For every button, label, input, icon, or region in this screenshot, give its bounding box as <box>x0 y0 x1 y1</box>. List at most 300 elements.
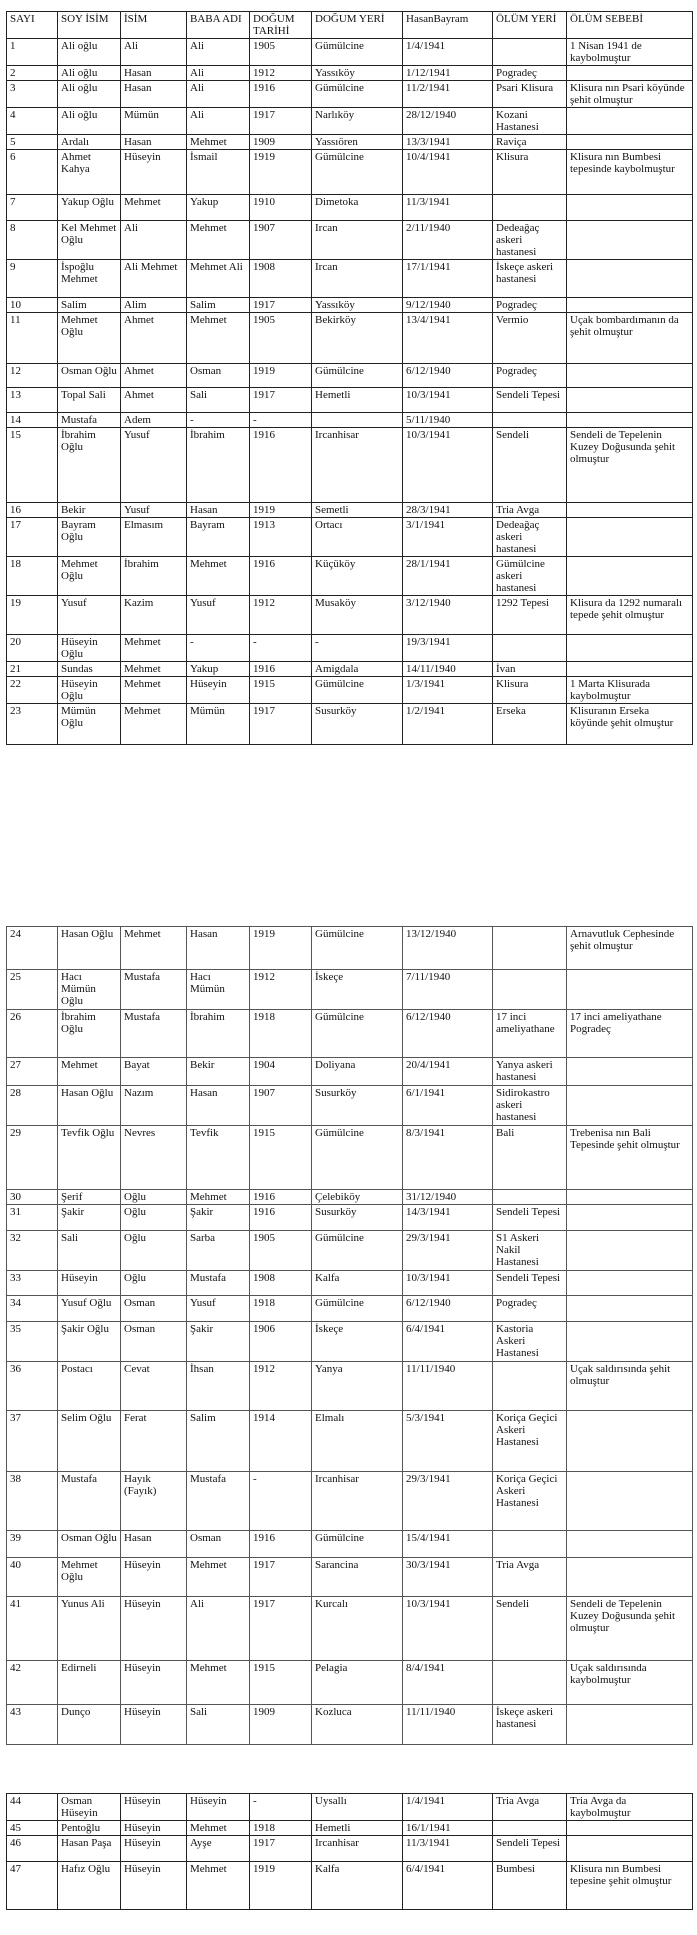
cell-birth-date: 1919 <box>250 927 312 970</box>
cell-birth-date: 1916 <box>250 1205 312 1231</box>
cell-cause: Uçak bombardımanın da şehit olmuştur <box>567 313 693 364</box>
cell-death-place: Dedeağaç askeri hastanesi <box>493 221 567 260</box>
cell-father: Ali <box>187 39 250 66</box>
cell-death-place: Sidirokastro askeri hastanesi <box>493 1086 567 1126</box>
cell-cause <box>567 364 693 388</box>
cell-death-place <box>493 1821 567 1836</box>
cell-father: İbrahim <box>187 1010 250 1058</box>
table-row <box>7 1862 693 1910</box>
cell-death-place: Sendeli Tepesi <box>493 1836 567 1862</box>
cell-cause <box>567 1836 693 1862</box>
cell-cause: Klisuranın Erseka köyünde şehit olmuştur <box>567 704 693 745</box>
table-row <box>7 596 693 635</box>
cell-death-date: 3/1/1941 <box>403 518 493 557</box>
cell-no: 40 <box>7 1558 58 1597</box>
cell-birth-place: Gümülcine <box>312 1531 403 1558</box>
cell-name: Osman <box>121 1296 187 1322</box>
cell-death-date: 6/4/1941 <box>403 1862 493 1910</box>
cell-surname: Edirneli <box>58 1661 121 1705</box>
cell-death-place: Sendeli Tepesi <box>493 1271 567 1296</box>
cell-birth-date: 1916 <box>250 662 312 677</box>
cell-cause <box>567 135 693 150</box>
cell-birth-place: Susurköy <box>312 704 403 745</box>
cell-birth-place: Gümülcine <box>312 1296 403 1322</box>
cell-cause <box>567 1205 693 1231</box>
cell-birth-date: 1917 <box>250 704 312 745</box>
table-row <box>7 1296 693 1322</box>
cell-surname: İspoğlu Mehmet <box>58 260 121 298</box>
cell-father: Tevfik <box>187 1126 250 1190</box>
cell-death-date: 11/11/1940 <box>403 1362 493 1411</box>
cell-cause <box>567 221 693 260</box>
cell-cause <box>567 66 693 81</box>
cell-death-date: 6/12/1940 <box>403 1010 493 1058</box>
cell-no: 23 <box>7 704 58 745</box>
cell-birth-date: 1918 <box>250 1296 312 1322</box>
cell-birth-date: 1905 <box>250 39 312 66</box>
cell-death-date: 11/11/1940 <box>403 1705 493 1745</box>
cell-father: Bekir <box>187 1058 250 1086</box>
cell-surname: Mehmet <box>58 1058 121 1086</box>
cell-father: Bayram <box>187 518 250 557</box>
table-body <box>7 1794 693 1910</box>
cell-death-date: 16/1/1941 <box>403 1821 493 1836</box>
cell-name: Mehmet <box>121 635 187 662</box>
cell-death-place: Psari Klisura <box>493 81 567 108</box>
cell-name: Mümün <box>121 108 187 135</box>
cell-death-place <box>493 1531 567 1558</box>
cell-surname: Mustafa <box>58 413 121 428</box>
cell-death-place <box>493 39 567 66</box>
cell-name: İbrahim <box>121 557 187 596</box>
cell-death-place: Sendeli Tepesi <box>493 388 567 413</box>
cell-no: 41 <box>7 1597 58 1661</box>
cell-birth-date: 1905 <box>250 1231 312 1271</box>
cell-father: Hasan <box>187 927 250 970</box>
table-row <box>7 1821 693 1836</box>
cell-cause <box>567 195 693 221</box>
casualty-table-part-3 <box>6 1793 693 1910</box>
cell-surname: Yunus Ali <box>58 1597 121 1661</box>
cell-surname: Hasan Oğlu <box>58 927 121 970</box>
cell-surname: Mustafa <box>58 1472 121 1531</box>
cell-name: Nevres <box>121 1126 187 1190</box>
cell-death-place: Pogradeç <box>493 364 567 388</box>
table-row <box>7 1126 693 1190</box>
cell-surname: Hüseyin Oğlu <box>58 677 121 704</box>
table-row <box>7 1086 693 1126</box>
cell-birth-place: Gümülcine <box>312 927 403 970</box>
cell-death-place: Kastoria Askeri Hastanesi <box>493 1322 567 1362</box>
cell-death-date: 1/2/1941 <box>403 704 493 745</box>
cell-death-place: Pogradeç <box>493 298 567 313</box>
cell-father: Mustafa <box>187 1271 250 1296</box>
cell-death-place <box>493 1661 567 1705</box>
cell-surname: Topal Sali <box>58 388 121 413</box>
cell-surname: Mehmet Oğlu <box>58 313 121 364</box>
cell-father: Mustafa <box>187 1472 250 1531</box>
cell-birth-date: 1912 <box>250 1362 312 1411</box>
cell-birth-place: Pelagia <box>312 1661 403 1705</box>
cell-birth-date: 1917 <box>250 298 312 313</box>
cell-no: 25 <box>7 970 58 1010</box>
cell-no: 37 <box>7 1411 58 1472</box>
cell-birth-place: Ircan <box>312 221 403 260</box>
cell-death-place <box>493 635 567 662</box>
cell-death-date: 30/3/1941 <box>403 1558 493 1597</box>
cell-name: Ferat <box>121 1411 187 1472</box>
cell-birth-place: Ircanhisar <box>312 1836 403 1862</box>
table-body <box>7 927 693 1745</box>
cell-death-place: Kozani Hastanesi <box>493 108 567 135</box>
cell-birth-place: Kalfa <box>312 1862 403 1910</box>
cell-name: Hüseyin <box>121 1705 187 1745</box>
cell-birth-place: Kalfa <box>312 1271 403 1296</box>
cell-birth-place: Ircanhisar <box>312 1472 403 1531</box>
cell-name: Cevat <box>121 1362 187 1411</box>
cell-death-date: 6/1/1941 <box>403 1086 493 1126</box>
cell-birth-date: 1918 <box>250 1821 312 1836</box>
cell-name: Oğlu <box>121 1190 187 1205</box>
cell-birth-date: - <box>250 413 312 428</box>
cell-name: Mehmet <box>121 704 187 745</box>
cell-birth-place: Uysallı <box>312 1794 403 1821</box>
cell-birth-date: 1917 <box>250 1597 312 1661</box>
cell-cause <box>567 503 693 518</box>
cell-death-date: 6/12/1940 <box>403 364 493 388</box>
cell-name: Kazim <box>121 596 187 635</box>
cell-death-date: 10/3/1941 <box>403 1597 493 1661</box>
cell-name: Adem <box>121 413 187 428</box>
cell-father: Mehmet <box>187 1862 250 1910</box>
cell-death-place: Klisura <box>493 677 567 704</box>
cell-death-place: Koriça Geçici Askeri Hastanesi <box>493 1411 567 1472</box>
cell-birth-place: Gümülcine <box>312 1126 403 1190</box>
cell-birth-date: - <box>250 1472 312 1531</box>
cell-death-date: 2/11/1940 <box>403 221 493 260</box>
cell-birth-date: 1907 <box>250 1086 312 1126</box>
cell-birth-place: Çelebiköy <box>312 1190 403 1205</box>
cell-death-place: Pogradeç <box>493 1296 567 1322</box>
cell-birth-date: 1916 <box>250 557 312 596</box>
cell-father: Yusuf <box>187 1296 250 1322</box>
cell-father: Mehmet <box>187 1661 250 1705</box>
cell-birth-date: 1909 <box>250 135 312 150</box>
cell-death-date: 8/4/1941 <box>403 1661 493 1705</box>
cell-death-date: 19/3/1941 <box>403 635 493 662</box>
cell-birth-place: Kozluca <box>312 1705 403 1745</box>
cell-father: Mehmet <box>187 1821 250 1836</box>
table-row <box>7 1597 693 1661</box>
cell-birth-place: Yassıköy <box>312 298 403 313</box>
cell-birth-date: 1919 <box>250 364 312 388</box>
cell-father: - <box>187 635 250 662</box>
cell-death-date: 10/3/1941 <box>403 1271 493 1296</box>
cell-death-date: 5/11/1940 <box>403 413 493 428</box>
cell-name: Hüseyin <box>121 1661 187 1705</box>
cell-no: 29 <box>7 1126 58 1190</box>
cell-birth-place: Susurköy <box>312 1205 403 1231</box>
cell-no: 18 <box>7 557 58 596</box>
cell-death-place: İskeçe askeri hastanesi <box>493 260 567 298</box>
cell-birth-place: Sarancina <box>312 1558 403 1597</box>
cell-birth-place: Gümülcine <box>312 81 403 108</box>
cell-no: 38 <box>7 1472 58 1531</box>
cell-cause <box>567 518 693 557</box>
cell-father: Ali <box>187 108 250 135</box>
cell-birth-date: 1917 <box>250 388 312 413</box>
cell-name: Mehmet <box>121 927 187 970</box>
cell-father: Mehmet Ali <box>187 260 250 298</box>
cell-death-date: 1/4/1941 <box>403 39 493 66</box>
cell-name: Ali Mehmet <box>121 260 187 298</box>
cell-birth-place: İskeçe <box>312 1322 403 1362</box>
cell-birth-place: Gümülcine <box>312 39 403 66</box>
cell-birth-date: 1906 <box>250 1322 312 1362</box>
cell-death-date: 14/3/1941 <box>403 1205 493 1231</box>
cell-cause <box>567 1411 693 1472</box>
cell-surname: Şerif <box>58 1190 121 1205</box>
cell-birth-date: - <box>250 1794 312 1821</box>
cell-surname: Ardalı <box>58 135 121 150</box>
cell-birth-place: Bekirköy <box>312 313 403 364</box>
table-row <box>7 39 693 66</box>
cell-surname: İbrahim Oğlu <box>58 428 121 503</box>
header-cell-death-place: ÖLÜM YERİ <box>493 12 567 39</box>
header-cell-birth-date: DOĞUM TARİHİ <box>250 12 312 39</box>
cell-birth-place: Küçüköy <box>312 557 403 596</box>
table-row <box>7 1472 693 1531</box>
table-row <box>7 108 693 135</box>
table-row <box>7 704 693 745</box>
cell-death-date: 11/2/1941 <box>403 81 493 108</box>
cell-birth-date: 1912 <box>250 596 312 635</box>
cell-name: Alim <box>121 298 187 313</box>
cell-death-date: 11/3/1941 <box>403 195 493 221</box>
cell-cause <box>567 1086 693 1126</box>
cell-birth-place: Kurcalı <box>312 1597 403 1661</box>
cell-name: Mehmet <box>121 195 187 221</box>
cell-surname: Şakir Oğlu <box>58 1322 121 1362</box>
cell-death-date: 8/3/1941 <box>403 1126 493 1190</box>
cell-birth-date: 1915 <box>250 1661 312 1705</box>
cell-cause <box>567 1322 693 1362</box>
cell-surname: Sundas <box>58 662 121 677</box>
header-cell-cause: ÖLÜM SEBEBİ <box>567 12 693 39</box>
cell-no: 7 <box>7 195 58 221</box>
cell-father: Sali <box>187 388 250 413</box>
cell-cause <box>567 298 693 313</box>
table-row <box>7 1322 693 1362</box>
cell-no: 42 <box>7 1661 58 1705</box>
cell-name: Ali <box>121 39 187 66</box>
cell-cause <box>567 1231 693 1271</box>
cell-father: Yusuf <box>187 596 250 635</box>
cell-birth-date: 1918 <box>250 1010 312 1058</box>
cell-no: 3 <box>7 81 58 108</box>
table-row <box>7 135 693 150</box>
cell-death-date: 14/11/1940 <box>403 662 493 677</box>
cell-father: - <box>187 413 250 428</box>
table-row <box>7 1362 693 1411</box>
cell-death-place: Sendeli Tepesi <box>493 1205 567 1231</box>
table-row <box>7 195 693 221</box>
cell-surname: Hasan Oğlu <box>58 1086 121 1126</box>
cell-death-date: 5/3/1941 <box>403 1411 493 1472</box>
cell-name: Hüseyin <box>121 150 187 195</box>
cell-birth-place: - <box>312 635 403 662</box>
cell-name: Hasan <box>121 135 187 150</box>
cell-birth-date: 1919 <box>250 150 312 195</box>
table-row <box>7 81 693 108</box>
table-row <box>7 1531 693 1558</box>
cell-birth-place: Ortacı <box>312 518 403 557</box>
table-row <box>7 1190 693 1205</box>
cell-death-date: 28/3/1941 <box>403 503 493 518</box>
table-body <box>7 39 693 745</box>
cell-name: Hasan <box>121 66 187 81</box>
cell-death-place: Klisura <box>493 150 567 195</box>
cell-surname: Sali <box>58 1231 121 1271</box>
cell-birth-place: İskeçe <box>312 970 403 1010</box>
cell-name: Ahmet <box>121 313 187 364</box>
cell-father: Ali <box>187 81 250 108</box>
table-row <box>7 428 693 503</box>
cell-name: Nazım <box>121 1086 187 1126</box>
cell-cause <box>567 970 693 1010</box>
cell-cause <box>567 1472 693 1531</box>
table-row <box>7 298 693 313</box>
cell-birth-place: Gümülcine <box>312 1010 403 1058</box>
cell-death-date: 31/12/1940 <box>403 1190 493 1205</box>
cell-no: 21 <box>7 662 58 677</box>
table-row <box>7 662 693 677</box>
cell-birth-date: 1908 <box>250 260 312 298</box>
cell-death-place: Koriça Geçici Askeri Hastanesi <box>493 1472 567 1531</box>
cell-death-date: 13/3/1941 <box>403 135 493 150</box>
cell-cause: Klisura nın Bumbesi tepesine şehit olmuştur <box>567 1862 693 1910</box>
cell-birth-place: Hemetli <box>312 388 403 413</box>
cell-cause <box>567 260 693 298</box>
cell-father: Şakir <box>187 1205 250 1231</box>
cell-birth-date: 1919 <box>250 503 312 518</box>
cell-surname: Hüseyin <box>58 1271 121 1296</box>
cell-birth-date: 1912 <box>250 66 312 81</box>
cell-birth-place: Amigdala <box>312 662 403 677</box>
cell-death-place: Pogradeç <box>493 66 567 81</box>
cell-father: Salim <box>187 1411 250 1472</box>
cell-father: Ayşe <box>187 1836 250 1862</box>
cell-cause: Klisura da 1292 numaralı tepede şehit olmuştur <box>567 596 693 635</box>
cell-death-date: 28/12/1940 <box>403 108 493 135</box>
cell-death-date: 7/11/1940 <box>403 970 493 1010</box>
cell-death-place: Bumbesi <box>493 1862 567 1910</box>
table-row <box>7 503 693 518</box>
cell-father: Yakup <box>187 195 250 221</box>
cell-no: 32 <box>7 1231 58 1271</box>
cell-death-place: 17 inci ameliyathane <box>493 1010 567 1058</box>
header-cell-surname: SOY İSİM <box>58 12 121 39</box>
cell-birth-date: 1915 <box>250 677 312 704</box>
cell-cause <box>567 662 693 677</box>
cell-surname: Ali oğlu <box>58 66 121 81</box>
cell-cause: Sendeli de Tepelenin Kuzey Doğusunda şehit olmuştur <box>567 428 693 503</box>
cell-no: 28 <box>7 1086 58 1126</box>
cell-death-place: Yanya askeri hastanesi <box>493 1058 567 1086</box>
cell-no: 36 <box>7 1362 58 1411</box>
cell-father: İsmail <box>187 150 250 195</box>
cell-birth-date: 1909 <box>250 1705 312 1745</box>
cell-death-place: 1292 Tepesi <box>493 596 567 635</box>
cell-birth-date: 1916 <box>250 81 312 108</box>
cell-no: 10 <box>7 298 58 313</box>
cell-death-place: Tria Avga <box>493 1558 567 1597</box>
cell-birth-place <box>312 413 403 428</box>
cell-name: Ahmet <box>121 388 187 413</box>
cell-cause <box>567 635 693 662</box>
cell-death-place: İvan <box>493 662 567 677</box>
cell-death-place: Tria Avga <box>493 1794 567 1821</box>
cell-birth-date: 1905 <box>250 313 312 364</box>
cell-name: Hüseyin <box>121 1597 187 1661</box>
cell-birth-place: Musaköy <box>312 596 403 635</box>
cell-name: Hasan <box>121 81 187 108</box>
cell-name: Hüseyin <box>121 1862 187 1910</box>
cell-death-date: 3/12/1940 <box>403 596 493 635</box>
cell-death-place <box>493 1190 567 1205</box>
cell-birth-date: 1917 <box>250 1836 312 1862</box>
cell-cause <box>567 108 693 135</box>
cell-surname: Pentoğlu <box>58 1821 121 1836</box>
cell-surname: Ali oğlu <box>58 81 121 108</box>
cell-birth-place: Doliyana <box>312 1058 403 1086</box>
cell-surname: Mehmet Oğlu <box>58 1558 121 1597</box>
cell-father: Hüseyin <box>187 677 250 704</box>
cell-no: 11 <box>7 313 58 364</box>
cell-father: Şakir <box>187 1322 250 1362</box>
cell-surname: Hasan Paşa <box>58 1836 121 1862</box>
cell-birth-place: Gümülcine <box>312 1231 403 1271</box>
cell-cause <box>567 557 693 596</box>
cell-death-date: 6/12/1940 <box>403 1296 493 1322</box>
cell-cause: 1 Nisan 1941 de kaybolmuştur <box>567 39 693 66</box>
cell-death-place: İskeçe askeri hastanesi <box>493 1705 567 1745</box>
cell-name: Hüseyin <box>121 1558 187 1597</box>
cell-surname: Postacı <box>58 1362 121 1411</box>
cell-father: Osman <box>187 1531 250 1558</box>
cell-father: Mehmet <box>187 135 250 150</box>
cell-cause <box>567 413 693 428</box>
cell-no: 44 <box>7 1794 58 1821</box>
header-cell-name: İSİM <box>121 12 187 39</box>
cell-surname: Hüseyin Oğlu <box>58 635 121 662</box>
cell-death-place: Bali <box>493 1126 567 1190</box>
cell-death-place: Sendeli <box>493 1597 567 1661</box>
cell-no: 15 <box>7 428 58 503</box>
cell-cause: Klisura nın Bumbesi tepesinde kaybolmuştur <box>567 150 693 195</box>
cell-birth-date: 1916 <box>250 1531 312 1558</box>
cell-death-date: 29/3/1941 <box>403 1231 493 1271</box>
cell-name: Yusuf <box>121 428 187 503</box>
cell-death-date: 11/3/1941 <box>403 1836 493 1862</box>
header-cell-birth-place: DOĞUM YERİ <box>312 12 403 39</box>
cell-name: Oğlu <box>121 1205 187 1231</box>
table-row <box>7 557 693 596</box>
cell-cause: Uçak saldırısında şehit olmuştur <box>567 1362 693 1411</box>
cell-death-date: 10/3/1941 <box>403 388 493 413</box>
cell-cause: Sendeli de Tepelenin Kuzey Doğusunda şehit olmuştur <box>567 1597 693 1661</box>
table-row <box>7 927 693 970</box>
